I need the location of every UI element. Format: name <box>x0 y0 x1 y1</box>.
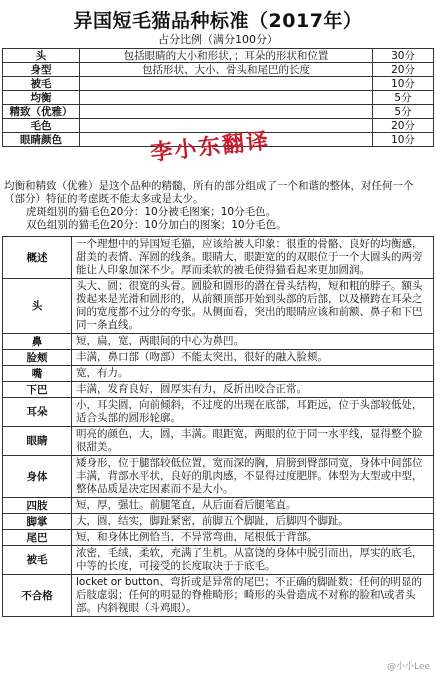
score-points: 20分 <box>373 119 434 133</box>
feature-label: 鼻 <box>3 334 72 350</box>
feature-text: 浓密，毛绒，柔软，充满了生机。从富饶的身体中脱引而出，厚实的底毛，中等的长度，可接受的长度取决于于底毛。 <box>72 546 434 575</box>
score-category: 被毛 <box>3 77 80 91</box>
description-row <box>3 575 434 617</box>
description-table <box>2 236 434 617</box>
description-row <box>3 530 434 546</box>
score-description <box>80 91 373 105</box>
score-row <box>3 91 434 105</box>
score-description: 包括眼睛的大小和形状，；耳朵的形状和位置 <box>80 49 373 63</box>
score-description <box>80 105 373 119</box>
score-category: 身型 <box>3 63 80 77</box>
description-row <box>3 546 434 575</box>
score-category: 均衡 <box>3 91 80 105</box>
description-row <box>3 366 434 382</box>
feature-label: 脚掌 <box>3 514 72 530</box>
score-points: 5分 <box>373 91 434 105</box>
score-category: 眼睛颜色 <box>3 133 80 147</box>
description-row <box>3 334 434 350</box>
description-row <box>3 382 434 398</box>
score-points: 10分 <box>373 77 434 91</box>
feature-text: 大，圆，结实，脚趾紧密，前脚五个脚趾，后脚四个脚趾。 <box>72 514 434 530</box>
feature-text: 短，扁，宽，两眼间的中心为鼻凹。 <box>72 334 434 350</box>
translator-watermark: 李小东翻译 <box>149 127 272 167</box>
score-description <box>80 77 373 91</box>
feature-text: 矮身形，位于腿部较低位置，宽而深的胸，肩膀到臀部同宽，身体中间部位丰满，背部水平状，良好的肌肉感，不显得过度肥胖。体型为大型或中型，整体品质是决定因素而不是大小。 <box>72 456 434 498</box>
page-title: 异国短毛猫品种标准（2017年） <box>73 10 363 32</box>
feature-label: 四肢 <box>3 498 72 514</box>
feature-text: 丰满，鼻口部（吻部）不能太突出，很好的融入脸颊。 <box>72 350 434 366</box>
note-tabby: 虎斑组别的猫毛色20分：10分被毛图案；10分毛色。 <box>26 206 277 218</box>
description-row <box>3 350 434 366</box>
feature-text: 明亮的颜色，大，圆，丰满。眼距宽，两眼的位于同一水平线，显得整个脸很甜美。 <box>72 427 434 456</box>
feature-label: 不合格 <box>3 575 72 617</box>
feature-label: 耳朵 <box>3 398 72 427</box>
feature-label: 头 <box>3 279 72 334</box>
feature-label: 眼睛 <box>3 427 72 456</box>
feature-label: 尾巴 <box>3 530 72 546</box>
score-points: 30分 <box>373 49 434 63</box>
credit-text: @小小Lee <box>387 662 430 672</box>
description-row <box>3 237 434 279</box>
feature-label: 概述 <box>3 237 72 279</box>
score-points: 20分 <box>373 63 434 77</box>
feature-text: 一个理想中的异国短毛猫，应该给被人印象：很重的骨骼、良好的均衡感，甜美的表情、浑圆的线条。眼睛大，眼距宽的的双眼位于一个大圆头的两旁能让人印象加深不少。厚而柔软的被毛使得猫看起来更加圆润。 <box>72 237 434 279</box>
description-row <box>3 398 434 427</box>
description-row <box>3 456 434 498</box>
feature-text: 头大、圆；很宽的头骨。圆脸和圆形的潜在骨头结构，短和粗的脖子。额头拨起来是光滑和圆形的，从前额顶部开始到头部的后部，以及横跨在耳朵之间的宽度都不过分的夸张。从侧面看，突出的眼睛应该和前额、鼻子和下巴同一条直线。 <box>72 279 434 334</box>
description-row <box>3 427 434 456</box>
feature-label: 下巴 <box>3 382 72 398</box>
feature-text: 小，耳尖圆，向前倾斜，不过度的出现在底部，耳距远，位于头部较低处，适合头部的圆形轮廓。 <box>72 398 434 427</box>
score-subtitle: 占分比例（满分100分） <box>158 33 278 46</box>
feature-label: 身体 <box>3 456 72 498</box>
feature-label: 嘴 <box>3 366 72 382</box>
score-row <box>3 105 434 119</box>
score-points: 5分 <box>373 105 434 119</box>
feature-text: 丰满，发育良好，圆厚实有力，反折出咬合正常。 <box>72 382 434 398</box>
feature-label: 脸颊 <box>3 350 72 366</box>
score-row <box>3 63 434 77</box>
score-points: 10分 <box>373 133 434 147</box>
notes-block <box>4 180 432 232</box>
description-row <box>3 498 434 514</box>
score-row <box>3 49 434 63</box>
score-category: 精致（优雅） <box>3 105 80 119</box>
description-row <box>3 279 434 334</box>
feature-text: 短，和身体比例恰当，不异常弯曲，尾根低于背部。 <box>72 530 434 546</box>
feature-text: 短，厚，强壮。前腿笔直，从后面看后腿笔直。 <box>72 498 434 514</box>
feature-label: 被毛 <box>3 546 72 575</box>
score-description: 包括形状、大小、骨头和尾巴的长度 <box>80 63 373 77</box>
feature-text: 宽，有力。 <box>72 366 434 382</box>
note-balance: 均衡和精致（优雅）是这个品种的精髓，所有的部分组成了一个和谐的整体，对任何一个（部分）特征的考虑既不能太多或是太少。 <box>4 180 414 205</box>
feature-text: locket or button、弯折或是异常的尾巴；不正确的脚趾数；任何的明显的后肢虚弱；任何的明显的脊椎畸形；畸形的头骨造成不对称的脸和\或者头部。内斜视眼（斗鸡眼）。 <box>72 575 434 617</box>
description-row <box>3 514 434 530</box>
score-category: 毛色 <box>3 119 80 133</box>
note-bicolor: 双色组别的猫毛色20分：10分加白的图案；10分毛色。 <box>26 219 287 231</box>
score-row <box>3 77 434 91</box>
score-category: 头 <box>3 49 80 63</box>
